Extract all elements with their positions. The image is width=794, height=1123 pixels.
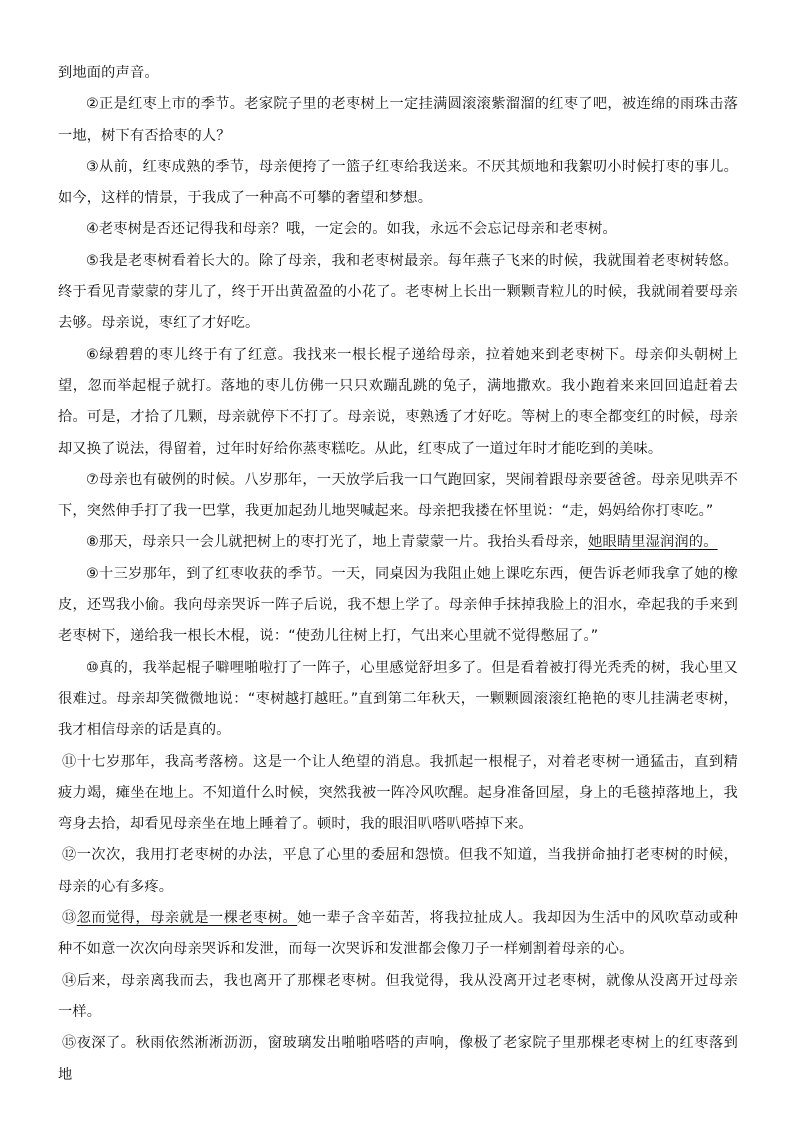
paragraph-text: ⑦母亲也有破例的时候。八岁那年，一天放学后我一口气跑回家，哭闹着跟母亲要爸爸。母亲见哄弄不下，突然伸手打了我一巴掌，我更加起劲儿地哭喊起来。母亲把我搂在怀里说：“走，妈妈给你打枣吃。”	[58, 471, 738, 520]
paragraph-text: ⑪十七岁那年，我高考落榜。这是一个让人绝望的消息。我抓起一根棍子，对着老枣树一通猛击，直到精疲力竭，瘫坐在地上。不知道什么时候，突然我被一阵冷风吹醒。起身准备回屋，身上的毛毯掉落地上，我弯身去拾，却看见母亲坐在地上睡着了。顿时，我的眼泪叭嗒叭嗒掉下来。	[58, 753, 738, 833]
paragraph-marker: ⑬	[62, 910, 77, 927]
paragraph-11	[58, 747, 738, 841]
paragraph-2	[58, 89, 738, 152]
paragraph-14	[58, 966, 738, 1029]
underlined-sentence: 她眼睛里湿润润的。	[588, 534, 718, 551]
paragraph-text: ②正是红枣上市的季节。老家院子里的老枣树上一定挂满圆滚滚紫溜溜的红枣了吧，被连绵的雨珠击落一地，树下有否拾枣的人？	[58, 96, 738, 144]
paragraph-text: 她一辈子含辛茹苦，将我拉扯成人。我却因为生活中的风吹草动或种种不如意一次次向母亲哭诉和发泄，而每一次哭诉和发泄都会像刀子一样剜割着母亲的心。	[58, 910, 738, 958]
paragraph-text: ⑧那天，母亲只一会儿就把树上的枣打光了，地上青蒙蒙一片。我抬头看母亲，	[86, 534, 589, 551]
paragraph-13	[58, 903, 738, 966]
paragraph-text: ⑥绿碧碧的枣儿终于有了红意。我找来一根长棍子递给母亲，拉着她来到老枣树下。母亲仰头朝树上望，忽而举起棍子就打。落地的枣儿仿佛一只只欢蹦乱跳的兔子，满地撒欢。我小跑着来来回回追赶着去拾。可是，才拾了几颗，母亲就停下不打了。母亲说，枣熟透了才好吃。等树上的枣全都变红的时候，母亲却又换了说法，得留着，过年时好给你蒸枣糕吃。从此，红枣成了一道过年时才能吃到的美味。	[58, 346, 738, 457]
paragraph-text: ⑨十三岁那年，到了红枣收获的季节。一天，同桌因为我阻止她上课吃东西，便告诉老师我拿了她的橡皮，还骂我小偷。我向母亲哭诉一阵子后说，我不想上学了。母亲伸手抹掉我脸上的泪水，牵起我的手来到老枣树下，递给我一根长木棍，说：“使劲儿往树上打，气出来心里就不觉得憋屈了。”	[58, 565, 738, 645]
underlined-sentence: 忽而觉得，母亲就是一棵老枣树。	[76, 910, 298, 927]
paragraph-text: ⑩真的，我举起棍子噼哩啪啦打了一阵子，心里感觉舒坦多了。但是看着被打得光秃秃的树，我心里又很难过。母亲却笑微微地说：“枣树越打越旺。”直到第二年秋天，一颗颗圆滚滚红艳艳的枣儿挂满老枣树，我才相信母亲的话是真的。	[58, 659, 738, 739]
paragraph-12	[58, 840, 738, 903]
paragraph-7	[58, 465, 738, 528]
paragraph-15	[58, 1028, 738, 1091]
paragraph-text: ④老枣树是否还记得我和母亲？哦，一定会的。如我，永远不会忘记母亲和老枣树。	[86, 221, 617, 238]
paragraph-3	[58, 152, 738, 215]
document-page	[58, 58, 738, 1091]
paragraph-10	[58, 653, 738, 747]
paragraph-4	[58, 214, 738, 245]
paragraph-text: ③从前，红枣成熟的季节，母亲便挎了一篮子红枣给我送来。不厌其烦地和我絮叨小时候打枣的事儿。如今，这样的情景，于我成了一种高不可攀的奢望和梦想。	[58, 158, 738, 207]
paragraph-text: ⑮夜深了。秋雨依然淅淅沥沥，窗玻璃发出啪啪嗒嗒的声响，像极了老家院子里那棵老枣树上的红枣落到地	[58, 1035, 738, 1083]
paragraph-0	[58, 58, 738, 89]
paragraph-8	[58, 527, 738, 558]
paragraph-6	[58, 340, 738, 465]
paragraph-text: ⑫一次次，我用打老枣树的办法，平息了心里的委屈和怨愤。但我不知道，当我拼命抽打老枣树的时候，母亲的心有多疼。	[58, 847, 738, 895]
paragraph-5	[58, 246, 738, 340]
paragraph-text: ⑭后来，母亲离我而去，我也离开了那棵老枣树。但我觉得，我从没离开过老枣树，就像从没离开过母亲一样。	[58, 972, 738, 1020]
paragraph-text: 到地面的声音。	[58, 65, 159, 81]
paragraph-text: ⑤我是老枣树看着长大的。除了母亲，我和老枣树最亲。每年燕子飞来的时候，我就围着老枣树转悠。终于看见青蒙蒙的芽儿了，终于开出黄盈盈的小花了。老枣树上长出一颗颗青粒儿的时候，我就闹着要母亲去够。母亲说，枣红了才好吃。	[58, 252, 738, 332]
paragraph-9	[58, 559, 738, 653]
